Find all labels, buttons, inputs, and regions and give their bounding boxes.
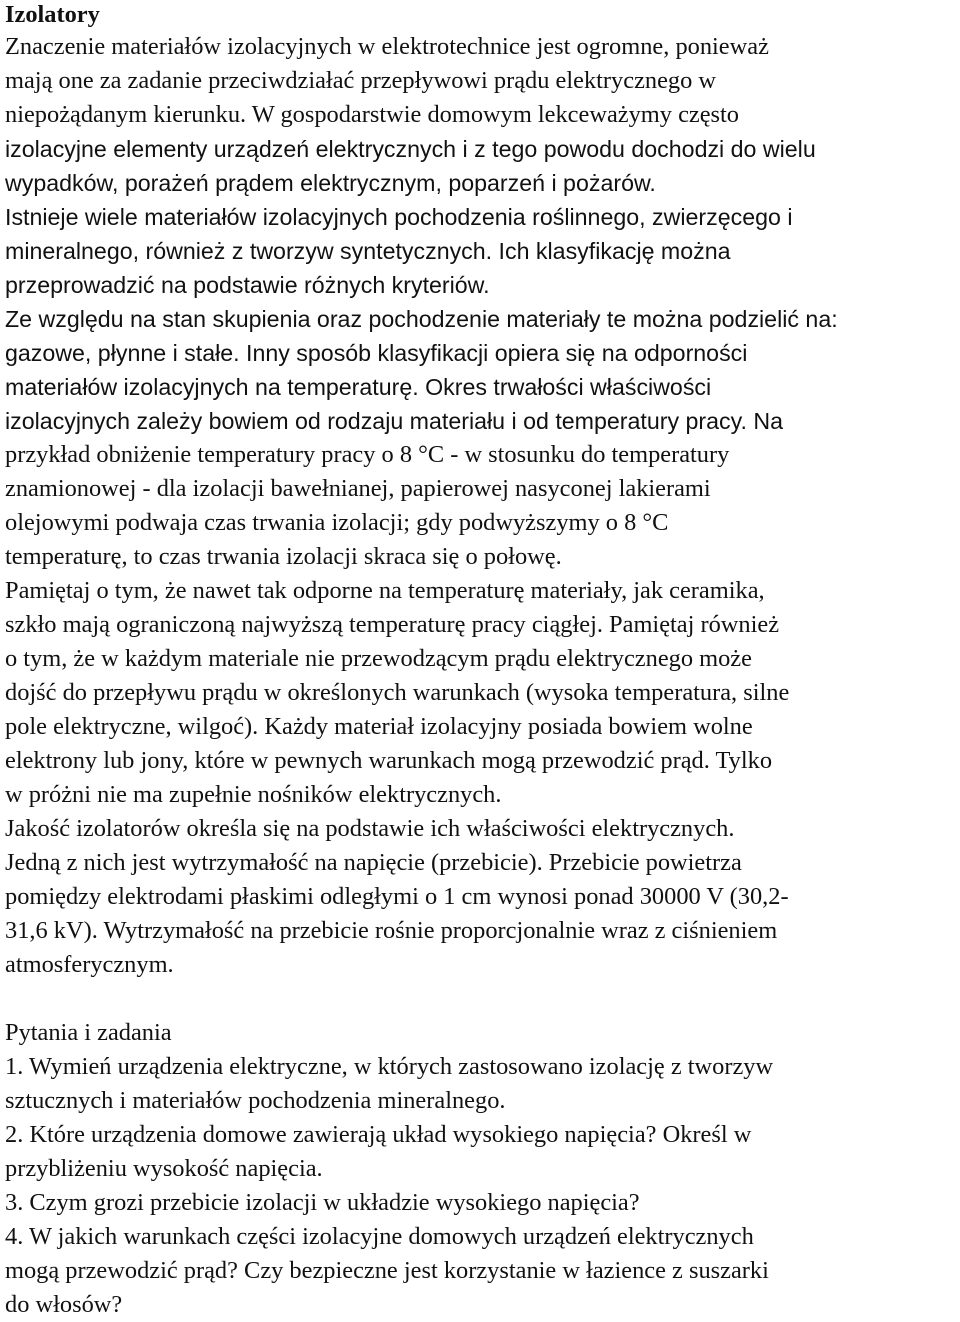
text-line: izolacyjnych zależy bowiem od rodzaju materiału i od temperatury pracy. Na [5, 408, 783, 434]
text-line: pole elektryczne, wilgoć). Każdy materiał izolacyjny posiada bowiem wolne [5, 713, 753, 740]
text-line: przeprowadzić na podstawie różnych kryteriów. [5, 272, 490, 298]
text-line: przybliżeniu wysokość napięcia. [5, 1155, 323, 1182]
text-line: dojść do przepływu prądu w określonych warunkach (wysoka temperatura, silne [5, 679, 790, 706]
text-line: w próżni nie ma zupełnie nośników elektrycznych. [5, 781, 502, 808]
text-line: 3. Czym grozi przebicie izolacji w układzie wysokiego napięcia? [5, 1189, 640, 1216]
text-line: mogą przewodzić prąd? Czy bezpieczne jest korzystanie w łazience z suszarki [5, 1257, 769, 1284]
text-line: elektrony lub jony, które w pewnych warunkach mogą przewodzić prąd. Tylko [5, 747, 773, 774]
question-item [5, 1118, 955, 1186]
text-line: atmosferycznym. [5, 951, 174, 978]
document-title: Izolatory [5, 1, 100, 28]
text-line: olejowymi podwaja czas trwania izolacji; gdy podwyższymy o 8 °C [5, 509, 669, 536]
text-line: szkło mają ograniczoną najwyższą temperaturę pracy ciągłej. Pamiętaj również [5, 611, 780, 638]
text-line: mineralnego, również z tworzyw syntetycznych. Ich klasyfikację można [5, 238, 731, 264]
paragraph-temperature [5, 302, 955, 574]
text-line: 31,6 kV). Wytrzymałość na przebicie rośnie proporcjonalnie wraz z ciśnieniem [5, 917, 778, 944]
text-line: 4. W jakich warunkach części izolacyjne domowych urządzeń elektrycznych [5, 1223, 754, 1250]
text-line: o tym, że w każdym materiale nie przewodzącym prądu elektrycznego może [5, 645, 752, 672]
text-line: niepożądanym kierunku. W gospodarstwie domowym lekceważymy często [5, 101, 740, 128]
document-page [5, 0, 955, 1322]
text-line: mają one za zadanie przeciwdziałać przepływowi prądu elektrycznego w [5, 67, 717, 94]
text-line: wypadków, porażeń prądem elektrycznym, poparzeń i pożarów. [5, 170, 656, 196]
questions-heading: Pytania i zadania [5, 1019, 172, 1046]
text-line: pomiędzy elektrodami płaskimi odległymi o 1 cm wynosi ponad 30000 V (30,2- [5, 883, 789, 910]
text-line: gazowe, płynne i stałe. Inny sposób klasyfikacji opiera się na odporności [5, 340, 748, 366]
text-line: Znaczenie materiałów izolacyjnych w elektrotechnice jest ogromne, ponieważ [5, 33, 769, 60]
text-line: Jedną z nich jest wytrzymałość na napięcie (przebicie). Przebicie powietrza [5, 849, 742, 876]
question-item [5, 1050, 955, 1118]
text-line: Istnieje wiele materiałów izolacyjnych pochodzenia roślinnego, zwierzęcego i [5, 204, 793, 230]
question-item [5, 1186, 955, 1220]
text-line: Ze względu na stan skupienia oraz pochodzenie materiały te można podzielić na: [5, 306, 838, 332]
text-line: Pamiętaj o tym, że nawet tak odporne na temperaturę materiały, jak ceramika, [5, 577, 765, 604]
text-line: sztucznych i materiałów pochodzenia mineralnego. [5, 1087, 506, 1114]
section-spacer [5, 982, 955, 1016]
paragraph-remember [5, 574, 955, 812]
text-line: przykład obniżenie temperatury pracy o 8 °C - w stosunku do temperatury [5, 441, 730, 468]
text-line: do włosów? [5, 1291, 123, 1318]
paragraph-intro [5, 30, 955, 200]
text-line: 2. Które urządzenia domowe zawierają układ wysokiego napięcia? Określ w [5, 1121, 752, 1148]
text-line: znamionowej - dla izolacji bawełnianej, papierowej nasyconej lakierami [5, 475, 711, 502]
text-line: materiałów izolacyjnych na temperaturę. Okres trwałości właściwości [5, 374, 712, 400]
text-line: temperaturę, to czas trwania izolacji skraca się o połowę. [5, 543, 562, 570]
paragraph-quality [5, 812, 955, 982]
text-line: izolacyjne elementy urządzeń elektrycznych i z tego powodu dochodzi do wielu [5, 136, 816, 162]
paragraph-classification [5, 200, 955, 302]
text-line: 1. Wymień urządzenia elektryczne, w których zastosowano izolację z tworzyw [5, 1053, 774, 1080]
text-line: Jakość izolatorów określa się na podstawie ich właściwości elektrycznych. [5, 815, 735, 842]
question-item [5, 1220, 955, 1322]
